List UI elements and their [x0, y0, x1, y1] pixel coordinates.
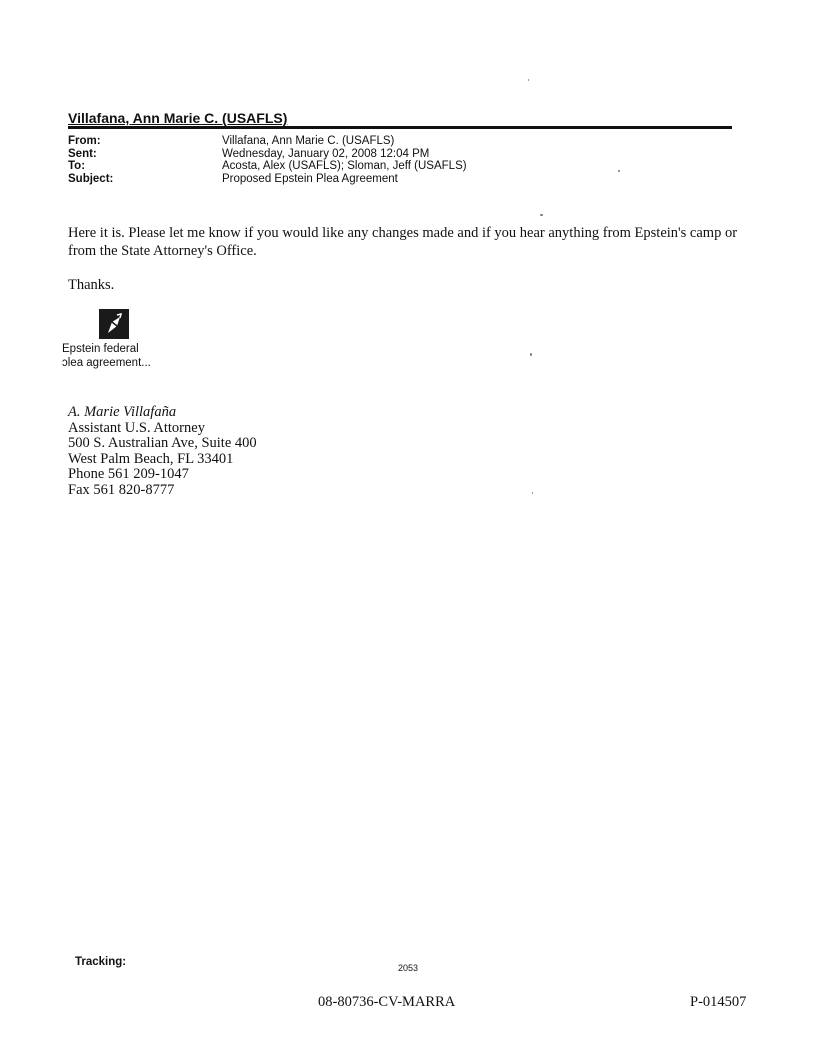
signature-block [68, 405, 257, 498]
scan-speck [528, 79, 529, 81]
header-subject-value: Proposed Epstein Plea Agreement [222, 172, 398, 185]
header-subject-row [68, 173, 467, 186]
email-body: Here it is. Please let me know if you would like any changes made and if you hear anything from Epstein's camp or from the State Attorney's Office. [68, 225, 738, 259]
attachment-caption[interactable] [62, 342, 151, 370]
header-from-value: Villafana, Ann Marie C. (USAFLS) [222, 135, 395, 147]
header-to-label: To: [68, 160, 86, 172]
scan-speck [540, 214, 543, 216]
scan-speck [618, 170, 620, 172]
document-icon[interactable] [99, 309, 129, 339]
email-closing: Thanks. [68, 277, 115, 293]
bates-number: P-014507 [690, 994, 747, 1010]
signature-name: A. Marie Villafaña [68, 404, 177, 420]
sender-heading: Villafana, Ann Marie C. (USAFLS) [68, 110, 288, 126]
signature-fax: Fax 561 820-8777 [68, 481, 175, 498]
signature-address-line1: 500 S. Australian Ave, Suite 400 [68, 435, 257, 451]
scan-speck [530, 353, 532, 356]
case-number: 08-80736-CV-MARRA [318, 994, 456, 1010]
header-to-value: Acosta, Alex (USAFLS); Sloman, Jeff (USAFLS) [222, 160, 467, 172]
signature-address-line2: West Palm Beach, FL 33401 [68, 450, 234, 467]
scan-speck [532, 492, 533, 494]
header-sent-value: Wednesday, January 02, 2008 12:04 PM [222, 147, 430, 160]
header-sent-label: Sent: [68, 147, 97, 160]
signature-title: Assistant U.S. Attorney [68, 419, 205, 436]
header-from-label: From: [68, 135, 101, 147]
attachment-caption-line2: ɔlea agreement... [62, 357, 151, 369]
email-headers [68, 135, 467, 185]
page-number: 2053 [398, 963, 419, 973]
header-sent-row [68, 148, 467, 161]
header-divider [68, 126, 732, 129]
attachment-caption-line1: Epstein federal [62, 343, 139, 355]
header-to-row [68, 160, 467, 173]
signature-phone: Phone 561 209-1047 [68, 466, 189, 482]
header-from-row [68, 135, 467, 148]
tracking-label: Tracking: [75, 956, 127, 968]
header-subject-label: Subject: [68, 172, 114, 185]
